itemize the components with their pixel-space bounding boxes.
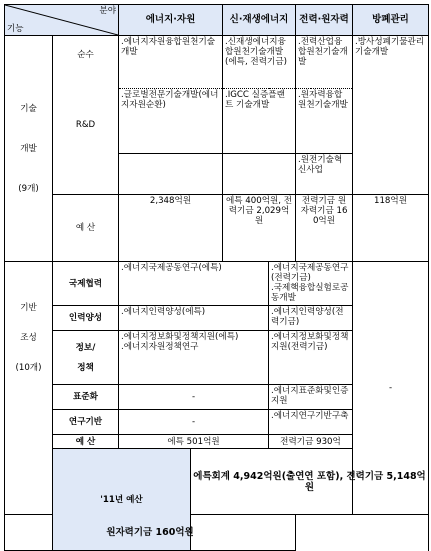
rnd-budget-energy: 2,348억원 bbox=[119, 195, 223, 262]
total-line-2: 원자력기금 160억원 bbox=[5, 515, 296, 551]
budget-table-wrapper bbox=[4, 4, 428, 539]
info-left-1: .에너지정보화및정책지원(에특) bbox=[121, 332, 239, 342]
rnd-renewable-item-2: .IGCC 실증플랜트 기술개발 bbox=[223, 89, 296, 154]
total-line-1: 에특회계 4,942억원(출연연 포함), 전력기금 5,148억원 bbox=[191, 449, 429, 515]
pure-label: 순수 bbox=[77, 50, 94, 60]
rnd-energy-item-3-empty bbox=[119, 154, 223, 195]
std-right: .에너지표준화및인증지원 bbox=[269, 385, 353, 410]
row-pure-rnd bbox=[53, 36, 119, 195]
tech-dev-title-a: 기술 bbox=[20, 103, 37, 114]
base-right: .에너지연구기반구축 bbox=[269, 410, 353, 435]
coop-right-2: .국제핵융합실험로공동개발 bbox=[271, 283, 349, 303]
info-label-b: 정책 bbox=[77, 362, 94, 373]
base-label: 연구기반 bbox=[53, 410, 119, 435]
infra-title-b: 조성 bbox=[20, 333, 37, 344]
coop-right-1: .에너지국제공동연구(전력기금) bbox=[271, 263, 349, 283]
col-header-power-nuclear: 전력·원자력 bbox=[296, 5, 353, 36]
std-left: - bbox=[119, 385, 269, 410]
hr-label: 인력양성 bbox=[53, 306, 119, 331]
header-function-label: 기능 bbox=[7, 24, 24, 34]
tech-dev-title-b: 개발 bbox=[20, 143, 37, 154]
info-left bbox=[119, 331, 269, 385]
infra-budget-right: 전력기금 930억 bbox=[269, 435, 353, 449]
header-corner-cell bbox=[5, 5, 119, 36]
row-group-infra bbox=[5, 262, 53, 515]
coop-right bbox=[269, 262, 353, 306]
infra-budget-left: 에특 501억원 bbox=[119, 435, 269, 449]
col-header-waste-mgmt: 방폐관리 bbox=[353, 5, 429, 36]
coop-label: 국제협력 bbox=[53, 262, 119, 306]
coop-left: .에너지국제공동연구(에특) bbox=[119, 262, 269, 306]
col-header-renewable: 신·재생에너지 bbox=[223, 5, 296, 36]
infra-title-c: (10개) bbox=[15, 363, 42, 374]
infra-waste-cell: - bbox=[353, 262, 429, 515]
info-label bbox=[53, 331, 119, 385]
rnd-budget-renewable: 에특 400억원, 전력기금 2,029억원 bbox=[223, 195, 296, 262]
rnd-renewable-item-3-empty bbox=[223, 154, 296, 195]
hr-right: .에너지인력양성(전력기금) bbox=[269, 306, 353, 331]
col-header-energy-resource: 에너지·자원 bbox=[119, 5, 223, 36]
rnd-budget-waste: 118억원 bbox=[353, 195, 429, 262]
rnd-label: R&D bbox=[75, 120, 96, 130]
rnd-power-item-2: .원자력융합원천기술개발 bbox=[296, 89, 353, 154]
base-left: - bbox=[119, 410, 269, 435]
rnd-waste-item-1: .방사성폐기물관리기술개발 bbox=[353, 36, 429, 195]
rnd-budget-power: 전력기금 원자력기금 160억원 bbox=[296, 195, 353, 262]
total-label: '11년 예산 bbox=[53, 449, 191, 551]
header-field-label: 분야 bbox=[99, 6, 116, 16]
info-right: .에너지정보화및정책지원(전력기금) bbox=[269, 331, 353, 385]
rnd-energy-item-2: .글로벌전문기술개발(에너지자원순환) bbox=[119, 89, 223, 154]
tech-dev-title-c: (9개) bbox=[18, 183, 39, 194]
info-label-a: 정보/ bbox=[75, 342, 96, 353]
rnd-power-item-1: .전력산업융합원천기술개발 bbox=[296, 36, 353, 89]
rnd-energy-item-1: .에너지자원융합원천기술개발 bbox=[119, 36, 223, 89]
info-left-2: .에너지자원정책연구 bbox=[121, 342, 199, 352]
infra-title-a: 기반 bbox=[20, 303, 37, 314]
rnd-renewable-item-1: .신재생에너지융합원천기술개발 (에특, 전력기금) bbox=[223, 36, 296, 89]
rnd-budget-label: 예 산 bbox=[53, 195, 119, 262]
row-group-tech-dev bbox=[5, 36, 53, 262]
hr-left: .에너지인력양성(에특) bbox=[119, 306, 269, 331]
rnd-power-item-3: .원전기술혁신사업 bbox=[296, 154, 353, 195]
infra-budget-label: 예 산 bbox=[53, 435, 119, 449]
std-label: 표준화 bbox=[53, 385, 119, 410]
energy-rnd-budget-table bbox=[4, 4, 429, 551]
